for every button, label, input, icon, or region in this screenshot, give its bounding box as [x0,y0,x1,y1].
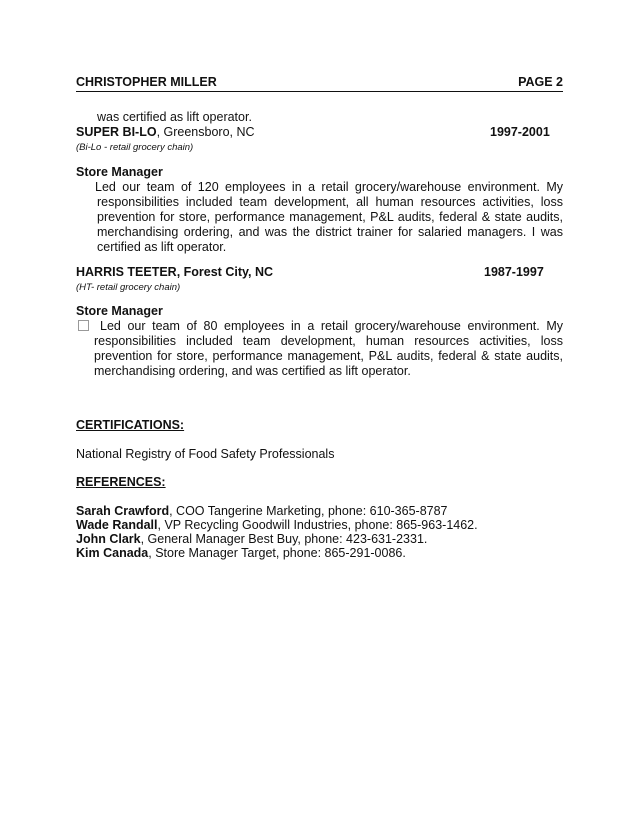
job-2-dates: 1987-1997 [484,265,544,279]
job-1-employer-line [76,125,255,140]
reference-item [76,504,448,519]
job-2-description: Led our team of 80 employees in a retail grocery/warehouse environment. My responsibilities included team development, human resources activities, loss prevention for store, performance management, P&L audits, federal & state audits, merchandising ordering, and was certified as lift operator. [94,319,563,378]
certifications-heading: CERTIFICATIONS: [76,418,185,432]
page-number: PAGE 2 [518,75,563,89]
reference-item [76,546,406,561]
job-1-description: Led our team of 120 employees in a retail grocery/warehouse environment. My responsibilities included team development, all human resources activities, loss prevention for store, performance management, P&L audits, federal & state audits, merchandising ordering, and was the district trainer for salaried managers. I was certified as lift operator. [95,180,563,254]
job-2-title: Store Manager [76,304,163,318]
job-1-employer: SUPER BI-LO [76,125,157,139]
certification-item: National Registry of Food Safety Professionals [76,447,335,461]
references-heading: REFERENCES: [76,475,166,489]
reference-item [76,532,427,547]
reference-name: Sarah Crawford [76,504,170,518]
candidate-name: CHRISTOPHER MILLER [76,75,217,89]
job-2-note: (HT- retail grocery chain) [76,282,181,293]
reference-name: John Clark [76,532,141,546]
continued-line: was certified as lift operator. [97,110,252,124]
job-1-dates: 1997-2001 [490,125,550,139]
page-header [76,74,563,92]
job-1-title: Store Manager [76,165,163,179]
job-1-note: (Bi-Lo - retail grocery chain) [76,142,194,153]
reference-detail: , General Manager Best Buy, phone: 423-631-2331. [140,532,428,546]
reference-item [76,518,478,533]
reference-name: Wade Randall [76,518,158,532]
reference-detail: , Store Manager Target, phone: 865-291-0086. [148,546,406,560]
job-2-employer: HARRIS TEETER, Forest City, NC [76,265,274,279]
reference-detail: , VP Recycling Goodwill Industries, phone: 865-963-1462. [157,518,478,532]
reference-name: Kim Canada [76,546,149,560]
job-1-location: , Greensboro, NC [156,125,255,139]
reference-detail: , COO Tangerine Marketing, phone: 610-365-8787 [169,504,448,518]
